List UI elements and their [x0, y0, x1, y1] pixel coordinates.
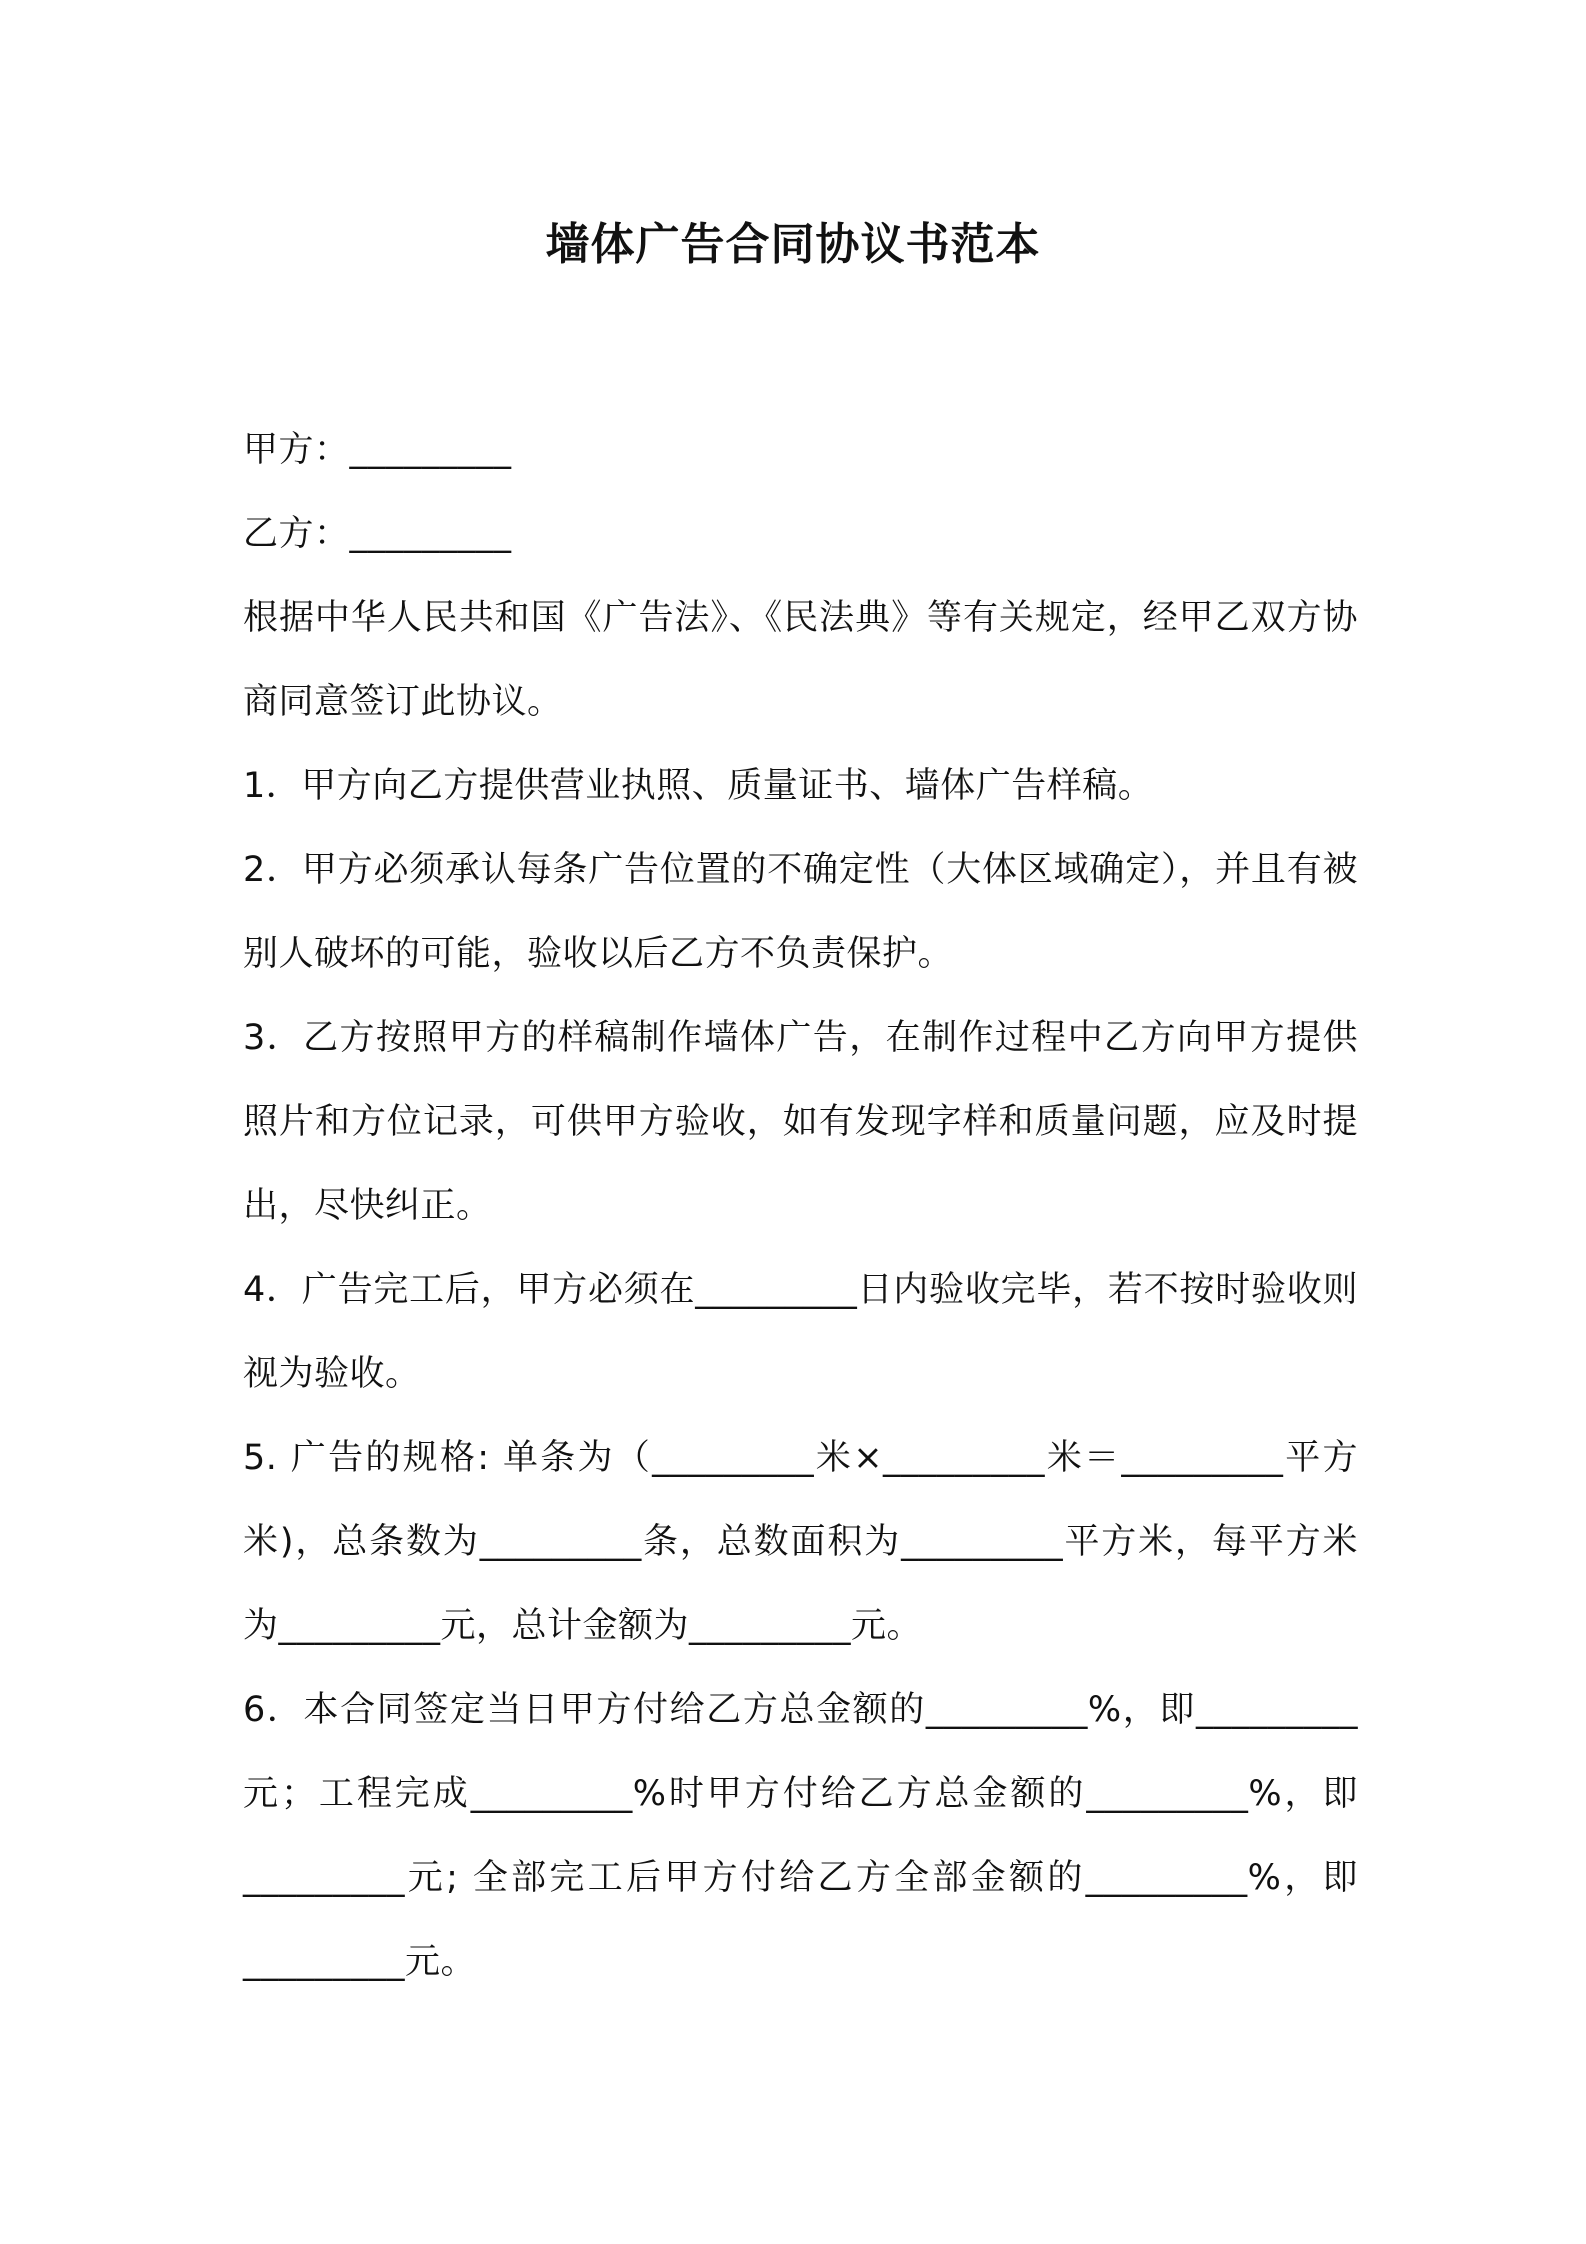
clause-5: 5. 广告的规格: 单条为（_________米×_________米＝_________平方米)，总条数为_________条，总数面积为_________平方米，每平方米为_________元，总计金额为_________元。	[243, 1438, 1358, 1646]
clause-1: 1．甲方向乙方提供营业执照、质量证书、墙体广告样稿。	[243, 766, 1154, 806]
clause-3: 3．乙方按照甲方的样稿制作墙体广告，在制作过程中乙方向甲方提供照片和方位记录，可供甲方验收，如有发现字样和质量问题，应及时提出，尽快纠正。	[243, 1018, 1358, 1226]
document-body	[243, 408, 1358, 2004]
clause-6: 6．本合同签定当日甲方付给乙方总金额的_________%，即_________元；工程完成_________%时甲方付给乙方总金额的_________%，即_________元; 全部完工后甲方付给乙方全部金额的_________%，即_________元。	[243, 1690, 1358, 1982]
party-a-line: 甲方：_________	[243, 430, 512, 470]
clause-2: 2．甲方必须承认每条广告位置的不确定性（大体区域确定），并且有被别人破坏的可能，验收以后乙方不负责保护。	[243, 850, 1358, 974]
preamble-paragraph: 根据中华人民共和国《广告法》、《民法典》等有关规定，经甲乙双方协商同意签订此协议。	[243, 598, 1358, 722]
document-title: 墙体广告合同协议书范本	[545, 219, 1041, 270]
clause-4: 4．广告完工后，甲方必须在_________日内验收完毕，若不按时验收则视为验收。	[243, 1270, 1358, 1394]
party-b-line: 乙方：_________	[243, 514, 512, 554]
